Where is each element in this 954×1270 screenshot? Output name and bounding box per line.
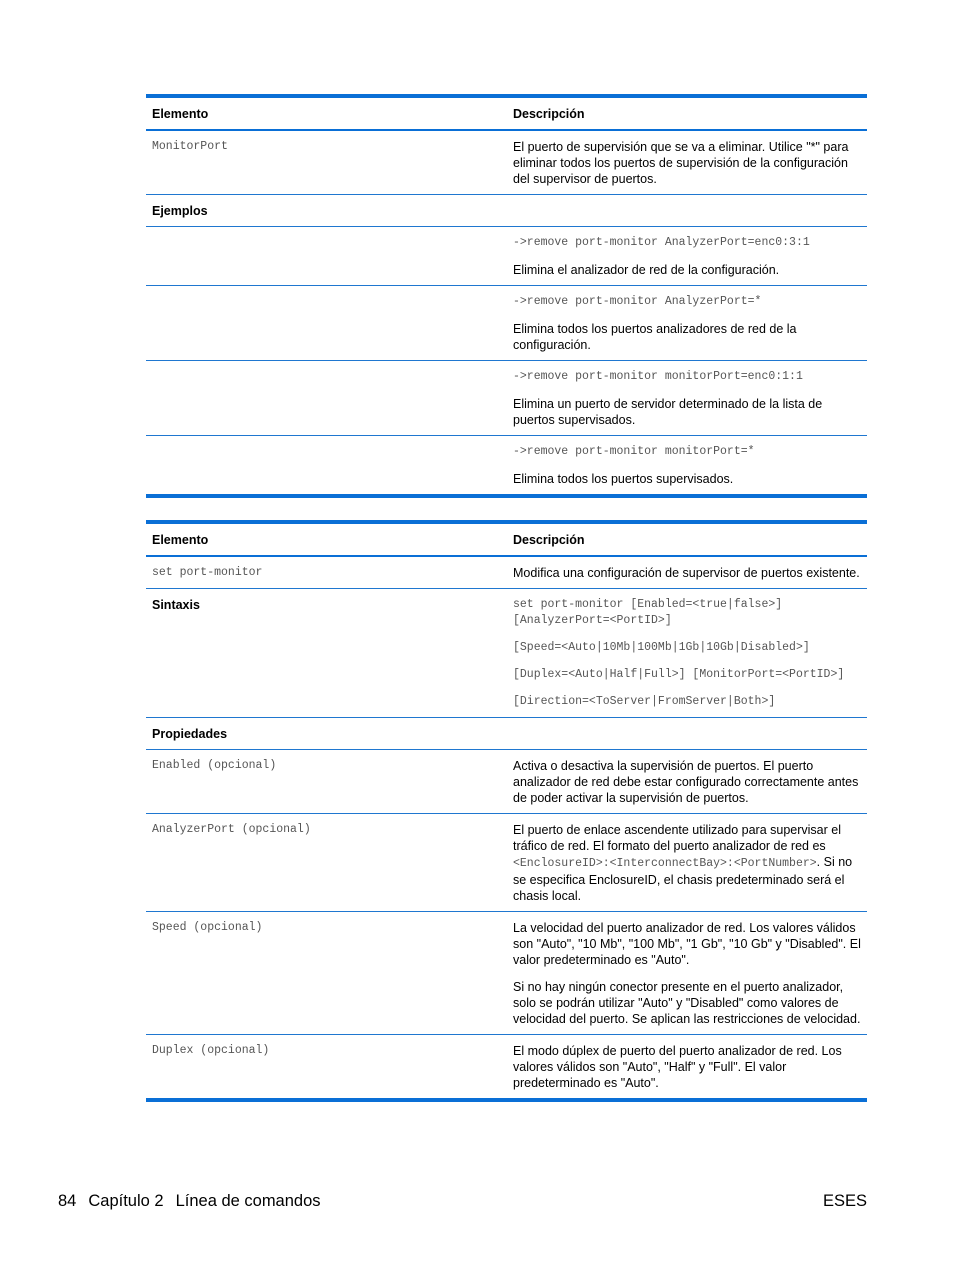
property-row xyxy=(146,814,867,912)
port-format-code: <EnclosureID>:<InterconnectBay>:<PortNumber> xyxy=(513,857,817,870)
table-header-row xyxy=(146,524,867,557)
element-name: set port-monitor xyxy=(152,566,263,579)
example-command: ->remove port-monitor monitorPort=enc0:1:1 xyxy=(513,370,803,383)
table-row xyxy=(146,131,867,195)
description-text: . Si no se especifica EnclosureID, el chasis predeterminado será el chasis local. xyxy=(513,855,853,903)
chapter-title: Línea de comandos xyxy=(175,1192,321,1210)
property-description: Si no hay ningún conector presente en el puerto analizador, solo se podrán utilizar "Auto" y "Disabled" como valores de velocidad del puerto. Se aplican las restricciones de velocidad. xyxy=(513,980,861,1026)
example-row xyxy=(146,436,867,494)
properties-label: Propiedades xyxy=(152,727,228,741)
syntax-line: set port-monitor [Enabled=<true|false>] [AnalyzerPort=<PortID>] xyxy=(513,598,783,627)
property-description: El modo dúplex de puerto del puerto analizador de red. Los valores válidos son "Auto", "Half" y "Full". El valor predeterminado es "Auto". xyxy=(513,1044,842,1090)
column-header-description: Descripción xyxy=(513,533,585,547)
description-text: El puerto de enlace ascendente utilizado para supervisar el tráfico de red. El formato del puerto analizador de red es xyxy=(513,823,841,853)
example-row xyxy=(146,227,867,286)
example-description: Elimina todos los puertos analizadores de red de la configuración. xyxy=(513,322,797,352)
example-description: Elimina todos los puertos supervisados. xyxy=(513,472,734,486)
syntax-line: [Duplex=<Auto|Half|Full>] [MonitorPort=<PortID>] xyxy=(513,668,845,681)
syntax-line: [Speed=<Auto|10Mb|100Mb|1Gb|10Gb|Disabled>] xyxy=(513,641,810,654)
example-command: ->remove port-monitor AnalyzerPort=enc0:3:1 xyxy=(513,236,810,249)
syntax-line: [Direction=<ToServer|FromServer|Both>] xyxy=(513,695,776,708)
syntax-label: Sintaxis xyxy=(152,598,200,612)
property-name: Duplex (opcional) xyxy=(152,1044,270,1057)
property-row xyxy=(146,912,867,1035)
property-name: Speed (opcional) xyxy=(152,921,263,934)
table-row xyxy=(146,557,867,589)
element-name: MonitorPort xyxy=(152,140,228,153)
example-row xyxy=(146,361,867,436)
property-row xyxy=(146,750,867,814)
examples-label: Ejemplos xyxy=(152,204,208,218)
properties-section-row xyxy=(146,718,867,750)
example-description: Elimina un puerto de servidor determinado de la lista de puertos supervisados. xyxy=(513,397,823,427)
examples-section-row xyxy=(146,195,867,227)
page-footer xyxy=(58,1190,867,1212)
locale-code: ESES xyxy=(822,1192,867,1210)
column-header-element: Elemento xyxy=(152,533,209,547)
set-port-monitor-table xyxy=(146,520,867,1102)
column-header-element: Elemento xyxy=(152,107,209,121)
property-name: Enabled (opcional) xyxy=(152,759,277,772)
property-description: La velocidad del puerto analizador de red. Los valores válidos son "Auto", "10 Mb", "100 Mb", "1 Gb", "10 Gb" y "Disabled". El valor predeterminado es "Auto". xyxy=(513,921,861,967)
example-command: ->remove port-monitor monitorPort=* xyxy=(513,445,755,458)
column-header-description: Descripción xyxy=(513,107,585,121)
example-command: ->remove port-monitor AnalyzerPort=* xyxy=(513,295,762,308)
page-number: 84 xyxy=(58,1192,77,1210)
syntax-row xyxy=(146,589,867,718)
remove-port-monitor-table xyxy=(146,94,867,498)
property-description xyxy=(507,814,867,911)
property-row xyxy=(146,1035,867,1098)
element-description: El puerto de supervisión que se va a eliminar. Utilice "*" para eliminar todos los puertos de supervisión de la configuración del supervisor de puertos. xyxy=(513,140,849,186)
element-description: Modifica una configuración de supervisor de puertos existente. xyxy=(513,566,860,580)
example-row xyxy=(146,286,867,361)
property-name: AnalyzerPort (opcional) xyxy=(152,823,311,836)
property-description: Activa o desactiva la supervisión de puertos. El puerto analizador de red debe estar configurado correctamente antes de poder activar la supervisión de puertos. xyxy=(513,759,859,805)
footer-left xyxy=(58,1190,321,1212)
chapter-label: Capítulo 2 xyxy=(88,1192,164,1210)
table-header-row xyxy=(146,98,867,131)
example-description: Elimina el analizador de red de la configuración. xyxy=(513,263,780,277)
